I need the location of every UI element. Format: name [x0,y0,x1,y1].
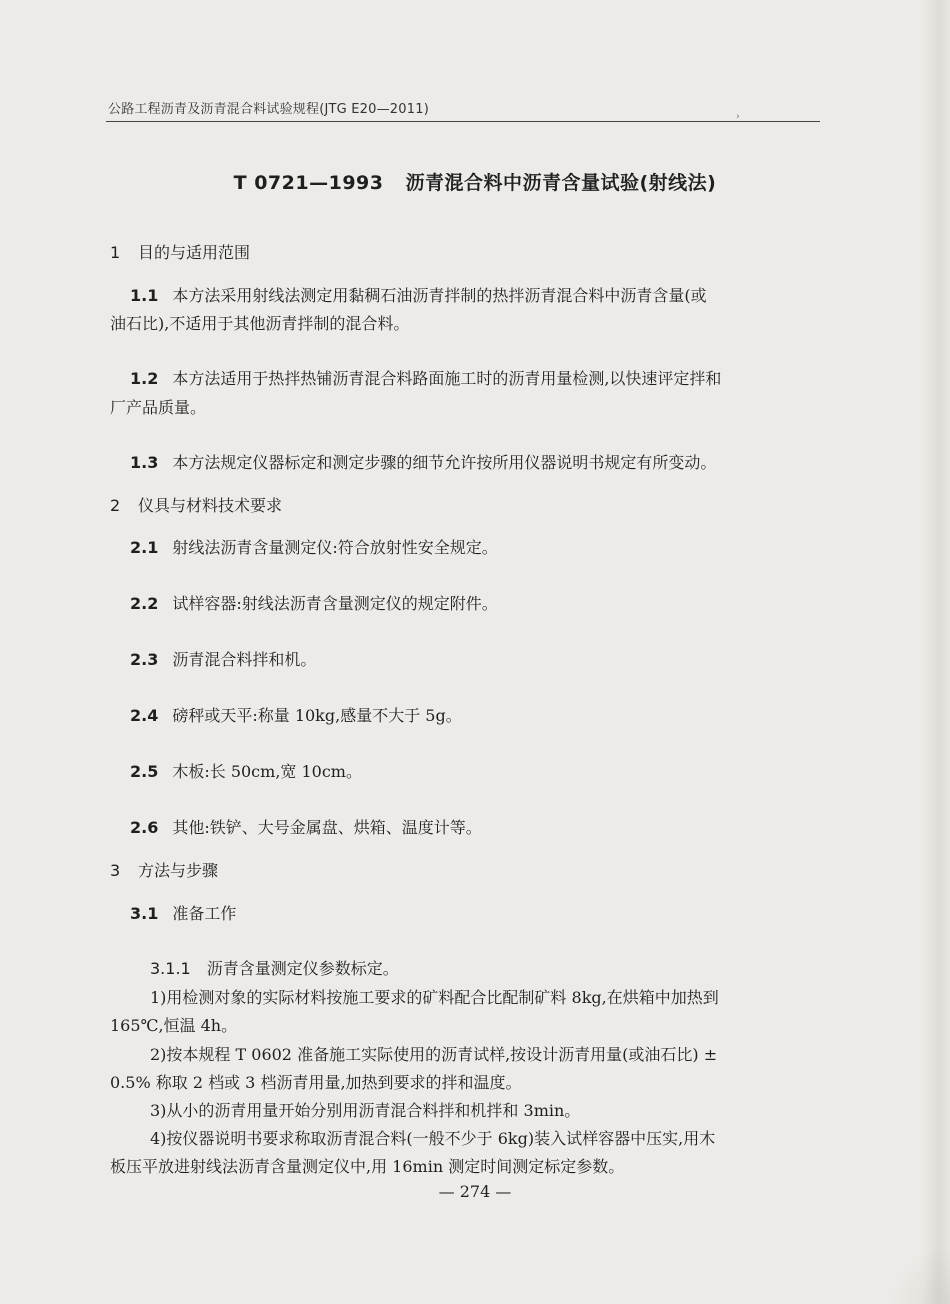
section-heading-1 [110,243,250,263]
running-header: 公路工程沥青及沥青混合料试验规程(JTG E20—2011) [108,102,429,117]
clause-number: 1.2 [130,369,159,388]
clause-number: 3.1 [130,904,159,923]
step-2-line-2: 0.5% 称取 2 档或 3 档沥青用量,加热到要求的拌和温度。 [110,1073,522,1092]
clause-number: 2.4 [130,706,159,725]
corner-shadow [890,1244,950,1304]
clause-number: 2.2 [130,594,159,613]
title-text: 沥青混合料中沥青含量试验(射线法) [405,172,717,194]
clause-text: 本方法适用于热拌热铺沥青混合料路面施工时的沥青用量检测,以快速评定拌和 [172,369,722,388]
clause-text: 磅秤或天平:称量 10kg,感量不大于 5g。 [172,706,462,725]
clause-text: 其他:铁铲、大号金属盘、烘箱、温度计等。 [172,818,482,837]
clause-number: 1.3 [130,453,159,472]
clause-1-3-line-1 [130,453,716,473]
section-heading-2 [110,496,282,516]
clause-1-1-line-1 [130,286,707,306]
clause-text: 准备工作 [172,904,237,923]
clause-1-1-line-2: 油石比),不适用于其他沥青拌制的混合料。 [110,314,410,333]
clause-2-3 [130,650,316,670]
section-number: 3 [110,861,121,880]
page-number: — 274 — [438,1182,512,1201]
clause-2-1 [130,538,498,558]
section-heading-3 [110,861,218,881]
page-edge-shadow [922,0,950,1304]
header-mark: › [736,112,740,122]
clause-2-6 [130,818,482,838]
clause-text: 沥青混合料拌和机。 [172,650,317,669]
clause-number: 2.3 [130,650,159,669]
clause-text: 沥青含量测定仪参数标定。 [206,959,399,978]
step-4-line-1: 4)按仪器说明书要求称取沥青混合料(一般不少于 6kg)装入试样容器中压实,用木 [150,1129,716,1148]
clause-2-5 [130,762,362,782]
clause-text: 射线法沥青含量测定仪:符合放射性安全规定。 [172,538,498,557]
step-3-line-1: 3)从小的沥青用量开始分别用沥青混合料拌和机拌和 3min。 [150,1101,581,1120]
clause-number: 2.1 [130,538,159,557]
clause-text: 木板:长 50cm,宽 10cm。 [172,762,362,781]
subsection-3-1 [130,904,236,924]
clause-text: 试样容器:射线法沥青含量测定仪的规定附件。 [172,594,498,613]
section-title: 仪具与材料技术要求 [138,496,283,515]
clause-1-2-line-1 [130,369,721,389]
clause-1-2-line-2: 厂产品质量。 [110,398,207,417]
clause-text: 本方法规定仪器标定和测定步骤的细节允许按所用仪器说明书规定有所变动。 [172,453,717,472]
clause-2-4 [130,706,462,726]
document-title [0,168,950,195]
section-title: 方法与步骤 [138,861,219,880]
clause-number: 1.1 [130,286,159,305]
clause-number: 2.5 [130,762,159,781]
step-2-line-1: 2)按本规程 T 0602 准备施工实际使用的沥青试样,按设计沥青用量(或油石比) ± [150,1045,718,1064]
clause-number: 2.6 [130,818,159,837]
section-title: 目的与适用范围 [138,243,251,262]
step-1-line-1: 1)用检测对象的实际材料按施工要求的矿料配合比配制矿料 8kg,在烘箱中加热到 [150,988,719,1007]
clause-2-2 [130,594,498,614]
step-4-line-2: 板压平放进射线法沥青含量测定仪中,用 16min 测定时间测定标定参数。 [110,1157,625,1176]
section-number: 1 [110,243,121,262]
subsection-3-1-1 [150,959,399,979]
clause-number: 3.1.1 [150,959,191,978]
section-number: 2 [110,496,121,515]
standard-code: T 0721—1993 [233,172,384,194]
step-1-line-2: 165℃,恒温 4h。 [110,1016,238,1035]
clause-text: 本方法采用射线法测定用黏稠石油沥青拌制的热拌沥青混合料中沥青含量(或 [172,286,707,305]
header-rule [106,121,820,122]
